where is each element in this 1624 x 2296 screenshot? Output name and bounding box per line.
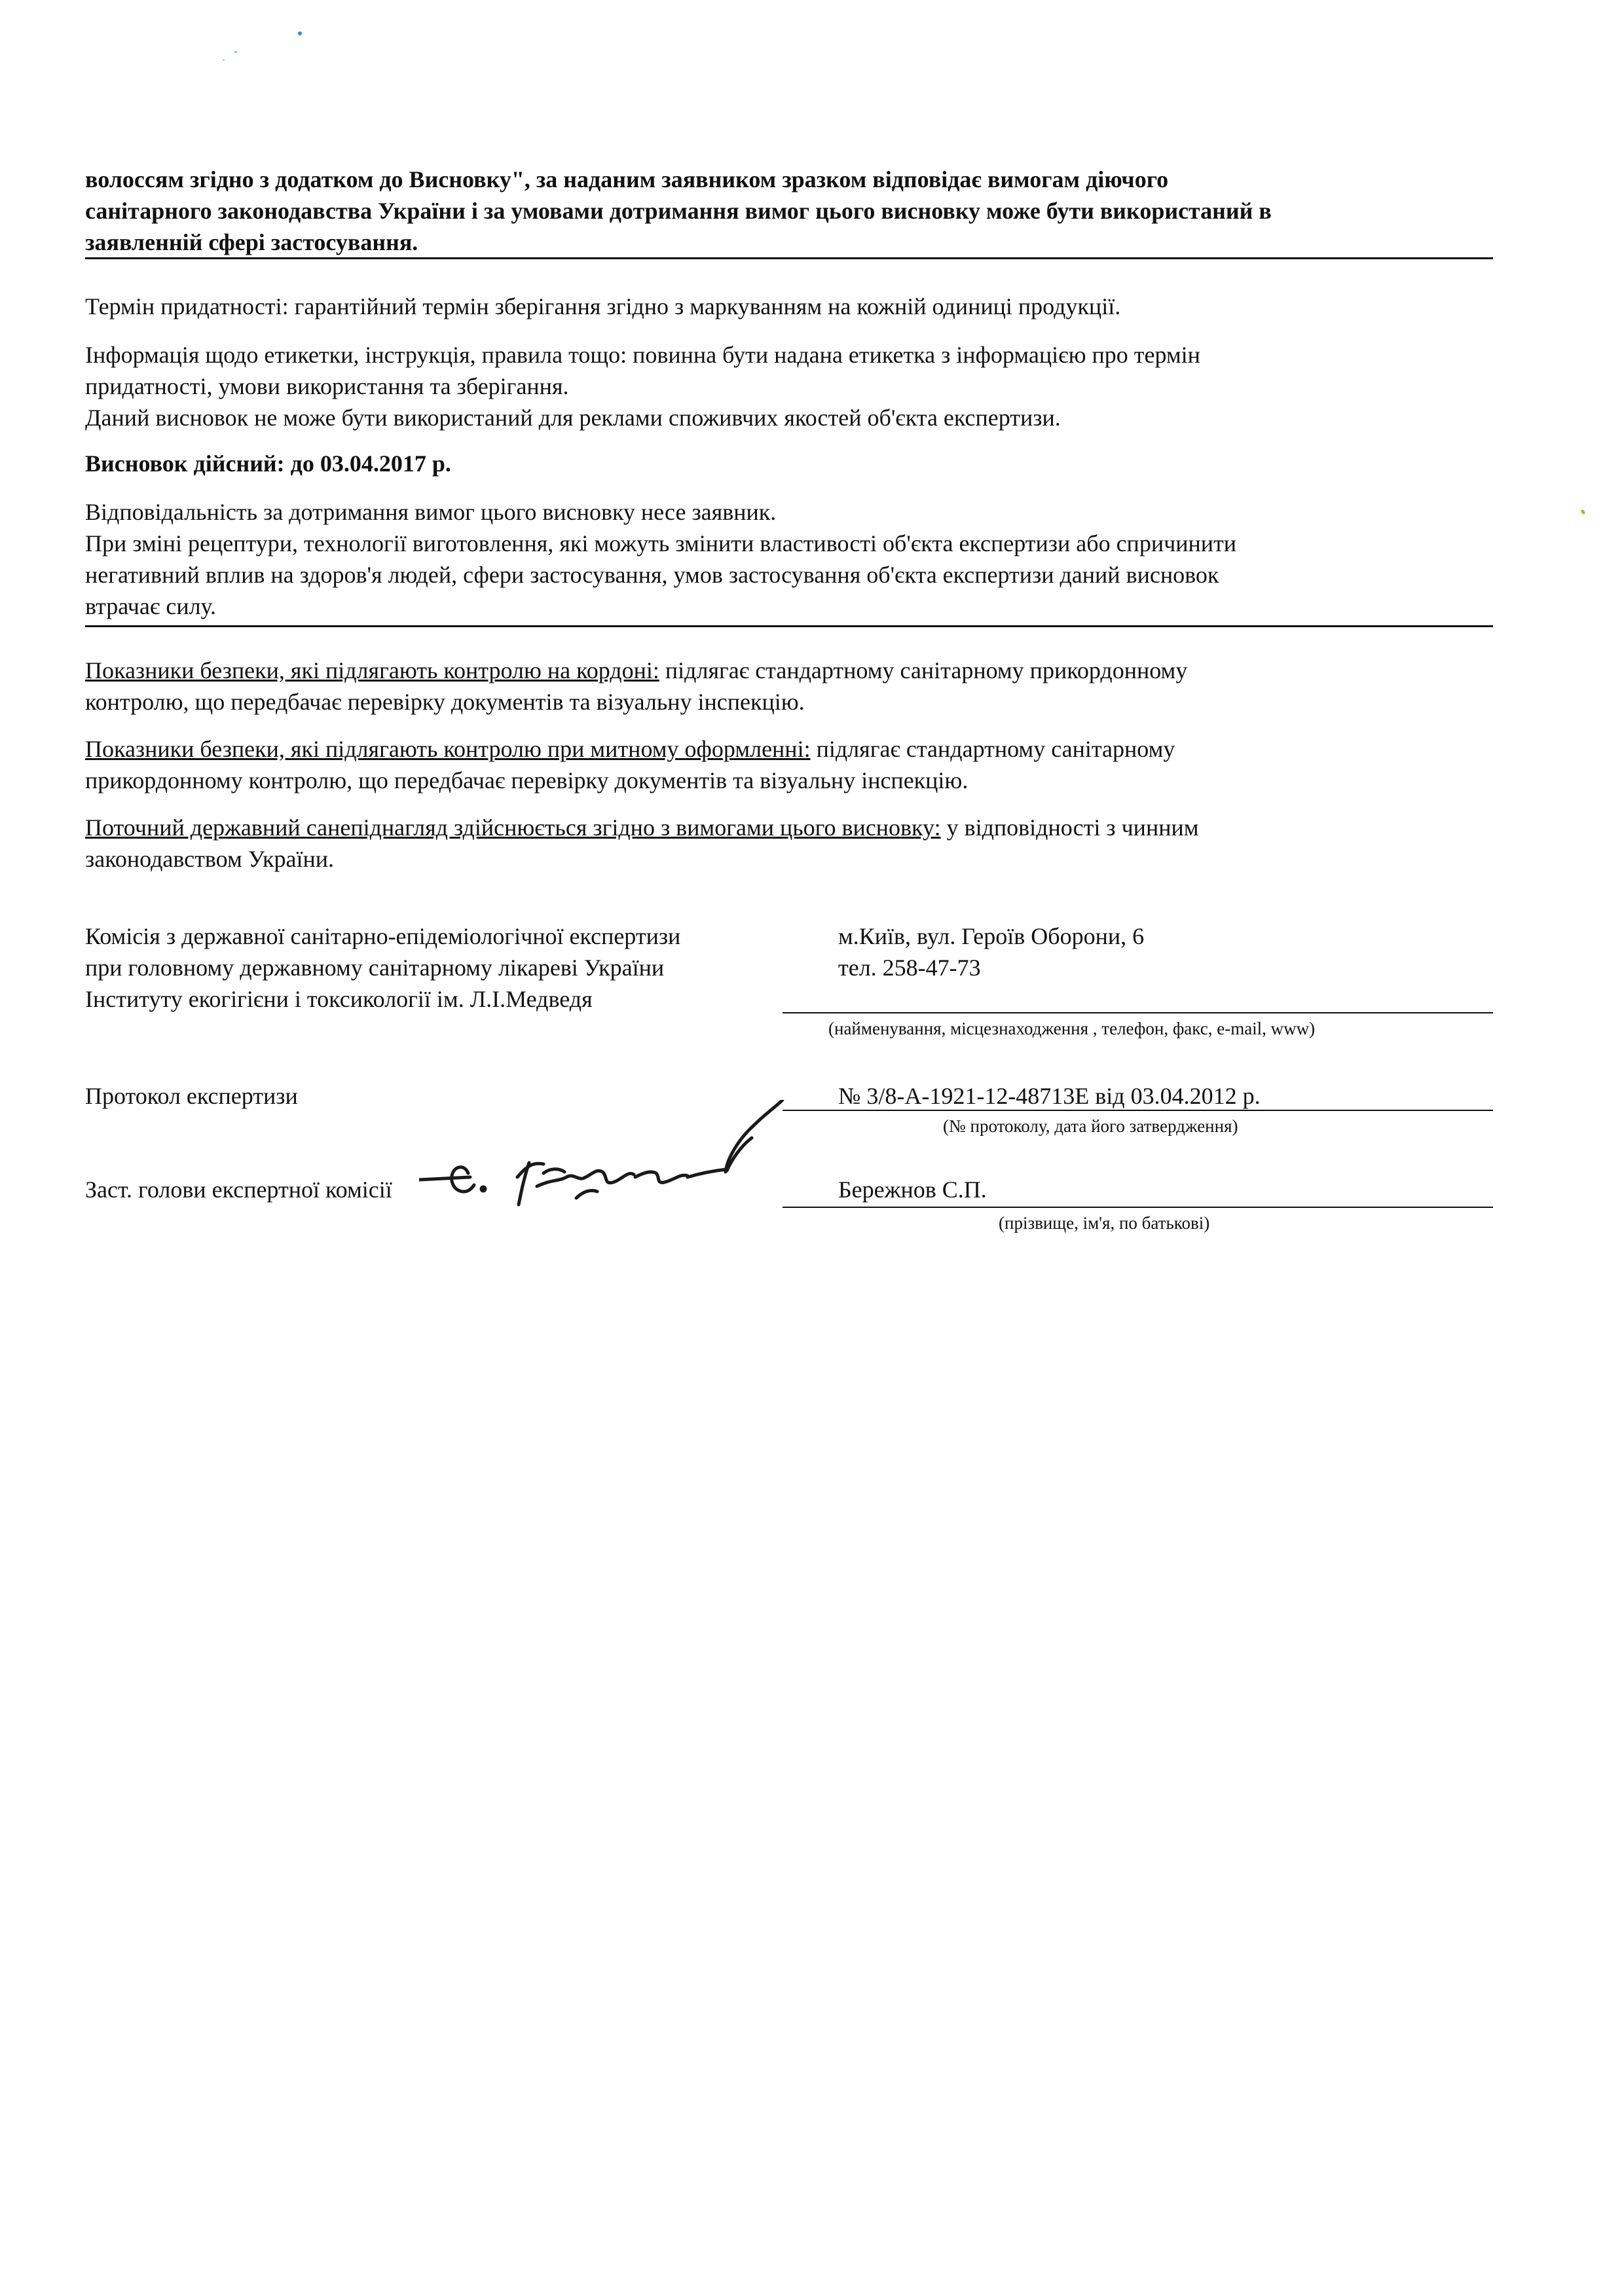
divider	[783, 1207, 1493, 1208]
commission-phone: тел. 258-47-73	[838, 955, 981, 981]
shelf-life-text: Термін придатності: гарантійний термін зберігання згідно з маркуванням на кожній одиниці продукції.	[85, 293, 1121, 319]
border-control-text: підлягає стандартному санітарному прикордонному	[659, 657, 1188, 683]
text-line: заявленній сфері застосування.	[85, 229, 418, 255]
scan-speck	[234, 51, 237, 53]
supervision-block	[85, 812, 1199, 875]
conclusion-paragraph	[85, 164, 1493, 258]
scan-speck	[298, 31, 302, 35]
protocol-label: Протокол експертизи	[85, 1083, 298, 1109]
signatory-caption: (прізвище, ім'я, по батькові)	[999, 1213, 1210, 1233]
border-control-label: Показники безпеки, які підлягають контролю на кордоні:	[85, 657, 659, 683]
text-line: Комісія з державної санітарно-епідеміологічної експертизи	[85, 923, 681, 949]
border-control-block	[85, 655, 1187, 718]
text-line: Інформація щодо етикетки, інструкція, правила тощо: повинна бути надана етикетка з інформацією про термін	[85, 342, 1200, 368]
signatory-name: Бережнов С.П.	[838, 1176, 987, 1203]
supervision-text: у відповідності з чинним	[940, 814, 1199, 841]
text-line: законодавством України.	[85, 846, 335, 872]
signatory-label: Заст. голови експертної комісії	[85, 1176, 392, 1203]
customs-control-text: підлягає стандартному санітарному	[810, 736, 1175, 762]
text-line: при головному державному санітарному лікареві України	[85, 955, 665, 981]
commission-caption: (найменування, місцезнаходження , телефон, факс, e-mail, www)	[828, 1019, 1316, 1038]
text-line: Відповідальність за дотримання вимог цього висновку несе заявник.	[85, 499, 777, 525]
commission-address: м.Київ, вул. Героїв Оборони, 6	[838, 923, 1145, 949]
text-line: втрачає силу.	[85, 593, 216, 619]
label-info	[85, 339, 1200, 433]
customs-control-block	[85, 733, 1175, 796]
divider	[85, 625, 1493, 627]
validity-text: Висновок дійсний: до 03.04.2017 р.	[85, 450, 451, 477]
divider	[85, 257, 1493, 259]
responsibility-paragraph	[85, 496, 1236, 622]
supervision-label: Поточний державний санепіднагляд здійснюється згідно з вимогами цього висновку:	[85, 814, 941, 841]
text-line: волоссям згідно з додатком до Висновку", за наданим заявником зразком відповідає вимогам діючого	[85, 166, 1169, 192]
divider	[783, 1012, 1493, 1013]
signature-mark	[419, 1100, 786, 1231]
customs-control-label: Показники безпеки, які підлягають контролю при митному оформленні:	[85, 736, 811, 762]
protocol-value: № 3/8-А-1921-12-48713Е від 03.04.2012 р.	[838, 1083, 1261, 1109]
scan-speck	[223, 59, 225, 61]
commission-contacts	[838, 920, 1144, 983]
text-line: Інституту екогігієни і токсикології ім. Л.І.Медведя	[85, 986, 593, 1012]
text-line: негативний вплив на здоров'я людей, сфери застосування, умов застосування об'єкта експертизи даний висновок	[85, 562, 1219, 588]
text-line: прикордонному контролю, що передбачає перевірку документів та візуальну інспекцію.	[85, 767, 969, 793]
text-line: контролю, що передбачає перевірку документів та візуальну інспекцію.	[85, 689, 805, 715]
text-line: При зміні рецептури, технології виготовлення, які можуть змінити властивості об'єкта експертизи або спричинити	[85, 530, 1236, 556]
text-line: санітарного законодавства України і за умовами дотримання вимог цього висновку може бути використаний в	[85, 198, 1272, 224]
protocol-caption: (№ протоколу, дата його затвердження)	[943, 1116, 1238, 1136]
scan-speck	[1580, 509, 1586, 515]
text-line: Даний висновок не може бути використаний для реклами споживчих якостей об'єкта експертизи.	[85, 405, 1061, 431]
commission-name	[85, 920, 680, 1015]
text-line: придатності, умови використання та зберігання.	[85, 373, 569, 399]
divider	[783, 1110, 1493, 1111]
